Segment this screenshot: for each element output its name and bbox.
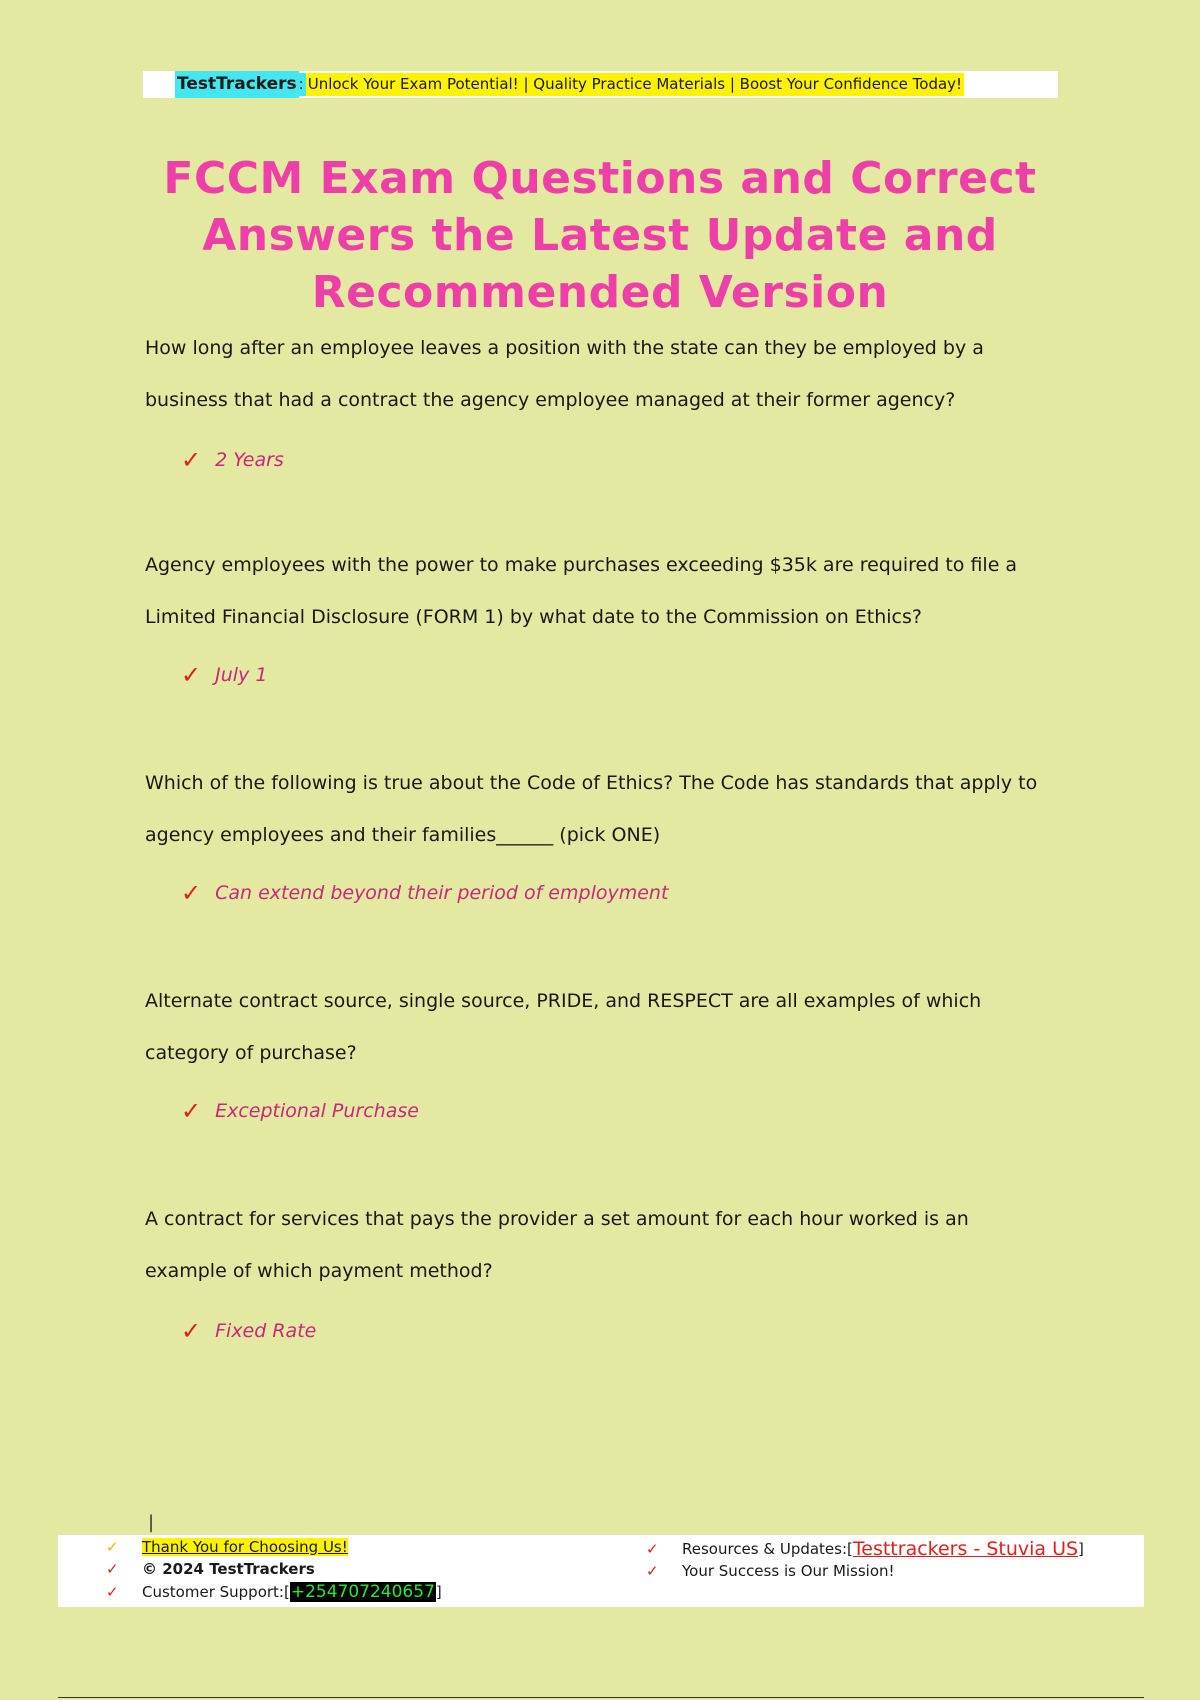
answer-text: Can extend beyond their period of employment bbox=[215, 882, 669, 904]
resources-link[interactable]: Testtrackers - Stuvia US bbox=[852, 1538, 1079, 1560]
bracket-open: [ bbox=[847, 1540, 853, 1558]
answer-text: July 1 bbox=[215, 664, 268, 686]
resources-label: Resources & Updates: bbox=[682, 1540, 848, 1558]
answer bbox=[181, 879, 668, 907]
checkmark-icon: ✓ bbox=[181, 661, 202, 689]
qa-item bbox=[145, 975, 1065, 1125]
qa-item bbox=[145, 322, 1065, 474]
answer bbox=[181, 446, 284, 474]
bottom-divider bbox=[58, 1697, 1144, 1698]
checkmark-icon: ✓ bbox=[181, 1317, 202, 1345]
question-line: example of which payment method? bbox=[145, 1260, 493, 1282]
answer-text: Exceptional Purchase bbox=[215, 1100, 419, 1122]
question-line: business that had a contract the agency employee managed at their former agency? bbox=[145, 389, 956, 411]
checkmark-icon: ✓ bbox=[106, 1560, 119, 1578]
question-line: How long after an employee leaves a position with the state can they be employed by a bbox=[145, 337, 984, 359]
answer-text: Fixed Rate bbox=[215, 1320, 317, 1342]
checkmark-icon: ✓ bbox=[646, 1540, 659, 1558]
answer bbox=[181, 1097, 419, 1125]
checkmark-icon: ✓ bbox=[181, 879, 202, 907]
checkmark-icon: ✓ bbox=[181, 1097, 202, 1125]
footer-resources bbox=[646, 1538, 1084, 1560]
copyright-text: © 2024 TestTrackers bbox=[142, 1560, 315, 1578]
question-line: Which of the following is true about the Code of Ethics? The Code has standards that apply to bbox=[145, 772, 1038, 794]
checkmark-icon: ✓ bbox=[646, 1562, 659, 1580]
answer bbox=[181, 1317, 316, 1345]
thank-you-text: Thank You for Choosing Us! bbox=[142, 1538, 348, 1556]
footer-mission bbox=[646, 1562, 895, 1580]
header-banner bbox=[175, 71, 964, 98]
qa-item bbox=[145, 539, 1065, 689]
question-line: Agency employees with the power to make purchases exceeding $35k are required to file a bbox=[145, 554, 1018, 576]
qa-item bbox=[145, 1193, 1065, 1345]
brand-colon: : bbox=[299, 73, 306, 96]
bracket-close: ] bbox=[435, 1583, 442, 1601]
qa-item bbox=[145, 757, 1065, 907]
checkmark-icon: ✓ bbox=[106, 1583, 119, 1601]
footer-thank-you bbox=[106, 1538, 348, 1556]
question-line: category of purchase? bbox=[145, 1042, 357, 1064]
checkmark-icon: ✓ bbox=[181, 446, 202, 474]
mission-text: Your Success is Our Mission! bbox=[682, 1562, 895, 1580]
question-line: Alternate contract source, single source, PRIDE, and RESPECT are all examples of which bbox=[145, 990, 982, 1012]
header-tagline: Unlock Your Exam Potential! | Quality Practice Materials | Boost Your Confidence Today! bbox=[306, 73, 964, 96]
footer-marker: | bbox=[148, 1512, 155, 1533]
brand-name: TestTrackers bbox=[175, 71, 299, 98]
footer-support bbox=[106, 1582, 442, 1602]
question-line: Limited Financial Disclosure (FORM 1) by what date to the Commission on Ethics? bbox=[145, 606, 922, 628]
checkmark-icon: ✓ bbox=[106, 1538, 119, 1556]
answer bbox=[181, 661, 267, 689]
bracket-open: [ bbox=[283, 1583, 290, 1601]
footer bbox=[58, 1535, 1144, 1607]
footer-copyright bbox=[106, 1560, 315, 1578]
support-label: Customer Support: bbox=[142, 1583, 284, 1601]
question-line: agency employees and their families______ (pick ONE) bbox=[145, 824, 661, 846]
support-phone[interactable]: +254707240657 bbox=[290, 1582, 435, 1602]
answer-text: 2 Years bbox=[215, 449, 284, 471]
page-title: FCCM Exam Questions and Correct Answers the Latest Update and Recommended Version bbox=[163, 153, 1037, 318]
question-line: A contract for services that pays the provider a set amount for each hour worked is an bbox=[145, 1208, 969, 1230]
bracket-close: ] bbox=[1078, 1540, 1084, 1558]
